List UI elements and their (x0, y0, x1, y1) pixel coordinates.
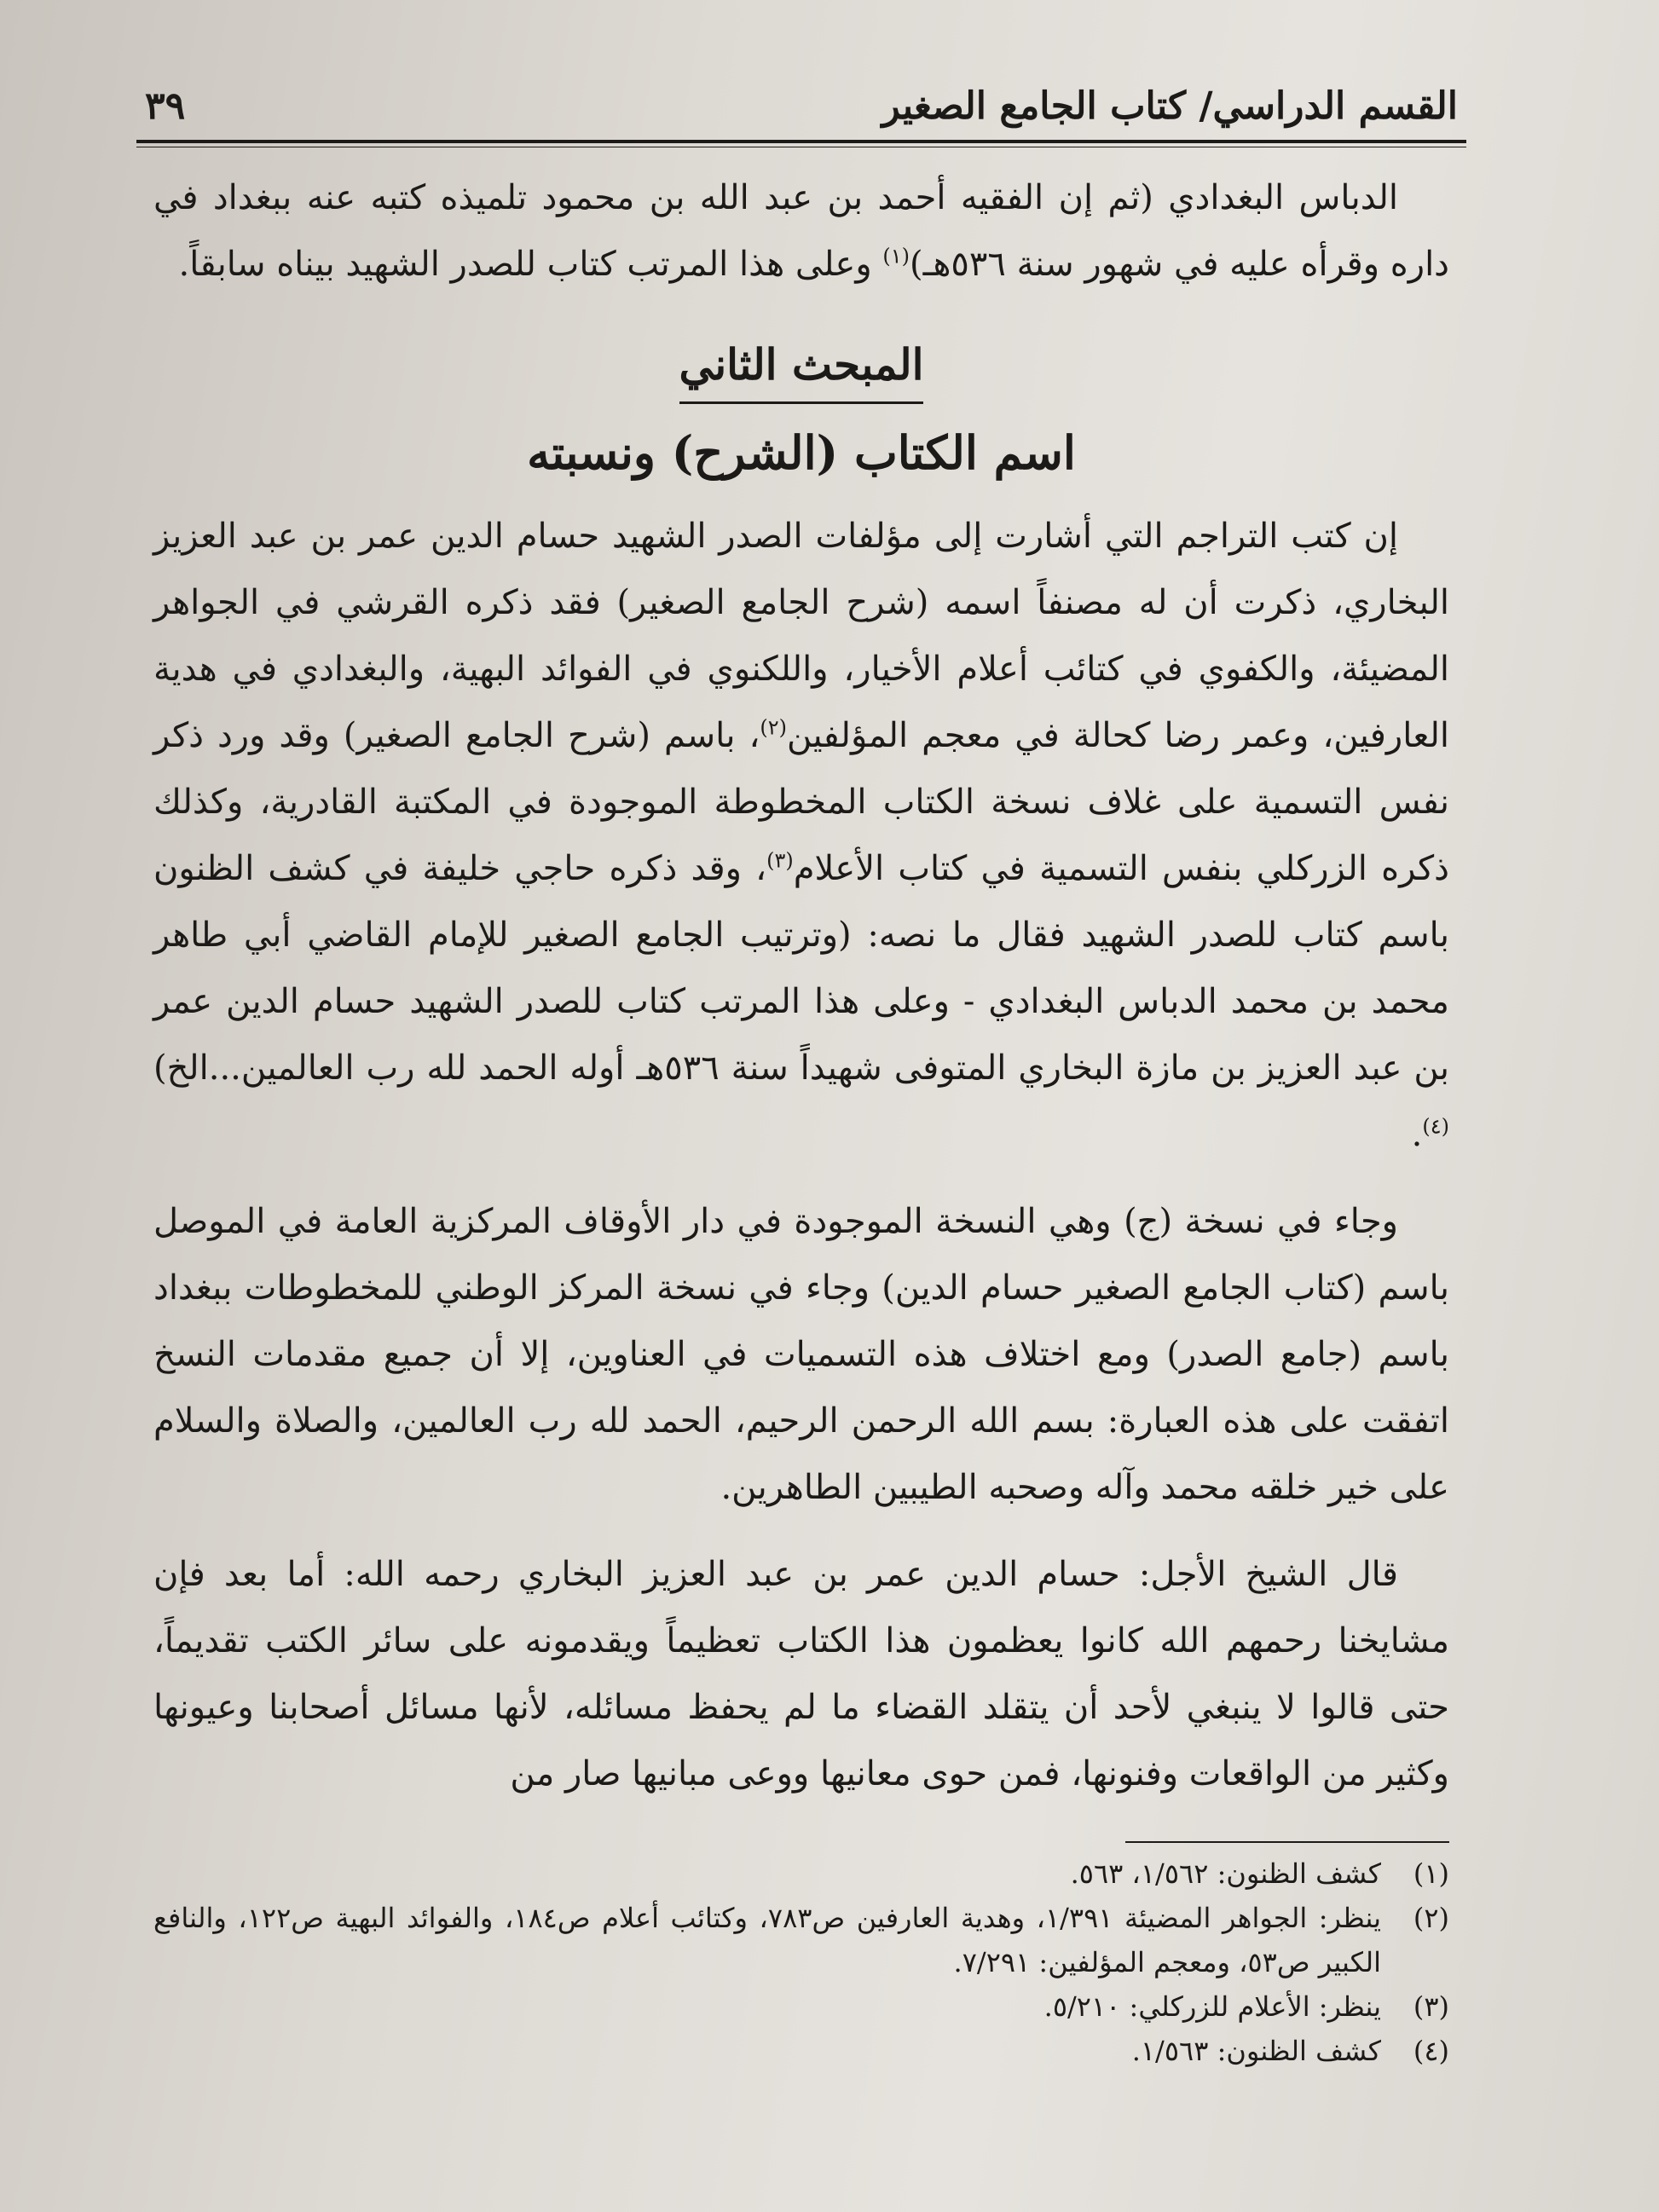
footnote-number: (٢) (1413, 1902, 1449, 1934)
footnote-text: كشف الظنون: ١/٥٦٣. (1131, 2035, 1381, 2067)
footnote-text: كشف الظنون: ١/٥٦٢، ٥٦٣. (1070, 1857, 1381, 1890)
footnote-ref-2: (٢) (760, 715, 788, 740)
footnote-item (153, 1984, 1449, 2029)
footnote-item (153, 1851, 1449, 1896)
paragraph-3: قال الشيخ الأجل: حسام الدين عمر بن عبد العزيز البخاري رحمه الله: أما بعد فإن مشايخنا رحمهم الله كانوا يعظمون هذا الكتاب تعظيماً ويقدمونه على سائر الكتب تقديماً، حتى قالوا لا ينبغي لأحد أن يتقلد القضاء ما لم يحفظ مسائله، لأنها مسائل أصحابنا وعيونها وكثير من الواقعات وفنونها، فمن حوى معانيها ووعى مبانيها صار من (153, 1555, 1449, 1793)
header-rule (136, 140, 1466, 147)
intro-paragraph (153, 165, 1449, 297)
footnote-number: (١) (1413, 1857, 1449, 1890)
footnote-number: (٤) (1413, 2035, 1449, 2067)
footnote-item (153, 1896, 1449, 1984)
paragraph-1-part-b: ، باسم (شرح الجامع الصغير) وقد ورد ذكر نفس التسمية على غلاف نسخة الكتاب المخطوطة الموجودة في المكتبة القادرية، وكذلك ذكره الزركلي بنفس التسمية في كتاب الأعلام (153, 716, 1449, 888)
paragraph-1-part-c: ، وقد ذكره حاجي خليفة في كشف الظنون باسم كتاب للصدر الشهيد فقال ما نصه: (وترتيب الجامع الصغير للإمام القاضي أبي طاهر محمد بن محمد الدباس البغدادي - وعلى هذا المرتب كتاب للصدر الشهيد حسام الدين عمر بن عبد العزيز بن مازة البخاري المتوفى شهيداً سنة ٥٣٦هـ أوله الحمد لله رب العالمين...الخ) (153, 849, 1450, 1088)
footnotes (136, 1851, 1466, 2073)
paragraph-2: وجاء في نسخة (ج) وهي النسخة الموجودة في دار الأوقاف المركزية العامة في الموصل باسم (كتاب الجامع الصغير حسام الدين) وجاء في نسخة المركز الوطني للمخطوطات ببغداد باسم (جامع الصدر) ومع اختلاف هذه التسميات في العناوين، إلا أن جميع مقدمات النسخ اتفقت على هذه العبارة: بسم الله الرحمن الرحيم، الحمد لله رب العالمين، والصلاة والسلام على خير خلقه محمد وآله وصحبه الطيبين الطاهرين. (153, 1202, 1449, 1507)
body-text (136, 165, 1466, 1807)
footnote-number: (٣) (1413, 1990, 1449, 2023)
footnote-text: ينظر: الأعلام للزركلي: ٥/٢١٠. (1043, 1990, 1381, 2023)
footnote-ref-1: (١) (882, 244, 910, 269)
footnote-text: ينظر: الجواهر المضيئة ١/٣٩١، وهدية العارفين ص٧٨٣، وكتائب أعلام ص١٨٤، والفوائد البهية ص١٢٢، والنافع الكبير ص٥٣، ومعجم المؤلفين: ٧/٢٩١. (153, 1902, 1382, 1978)
paragraph-1-part-a: إن كتب التراجم التي أشارت إلى مؤلفات الصدر الشهيد حسام الدين عمر بن عبد العزيز البخاري، ذكرت أن له مصنفاً اسمه (شرح الجامع الصغير) فقد ذكره القرشي في الجواهر المضيئة، والكفوي في كتائب أعلام الأخيار، واللكنوي في الفوائد البهية، والبغدادي في هدية العارفين، وعمر رضا كحالة في معجم المؤلفين (153, 517, 1449, 755)
chapter-title: اسم الكتاب (الشرح) ونسبته (527, 425, 1076, 480)
intro-tail: وعلى هذا المرتب كتاب للصدر الشهيد بيناه سابقاً. (178, 245, 883, 284)
book-page (136, 60, 1466, 2191)
running-title: القسم الدراسي/ كتاب الجامع الصغير (882, 84, 1458, 128)
footnote-ref-4: (٤) (1422, 1114, 1449, 1139)
footnote-ref-3: (٣) (766, 848, 794, 873)
section-title: المبحث الثاني (153, 332, 1449, 404)
running-header (136, 60, 1466, 128)
paragraph-1 (153, 503, 1449, 1168)
page-number: ٣٩ (145, 84, 186, 128)
footnote-rule (1125, 1841, 1449, 1843)
paragraph-1-part-d: . (1411, 1115, 1423, 1154)
footnote-item (153, 2029, 1449, 2073)
intro-text: الدباس البغدادي (ثم إن الفقيه أحمد بن عبد الله بن محمود تلميذه كتبه عنه ببغداد في داره وقرأه عليه في شهور سنة ٥٣٦هـ) (153, 178, 1449, 284)
